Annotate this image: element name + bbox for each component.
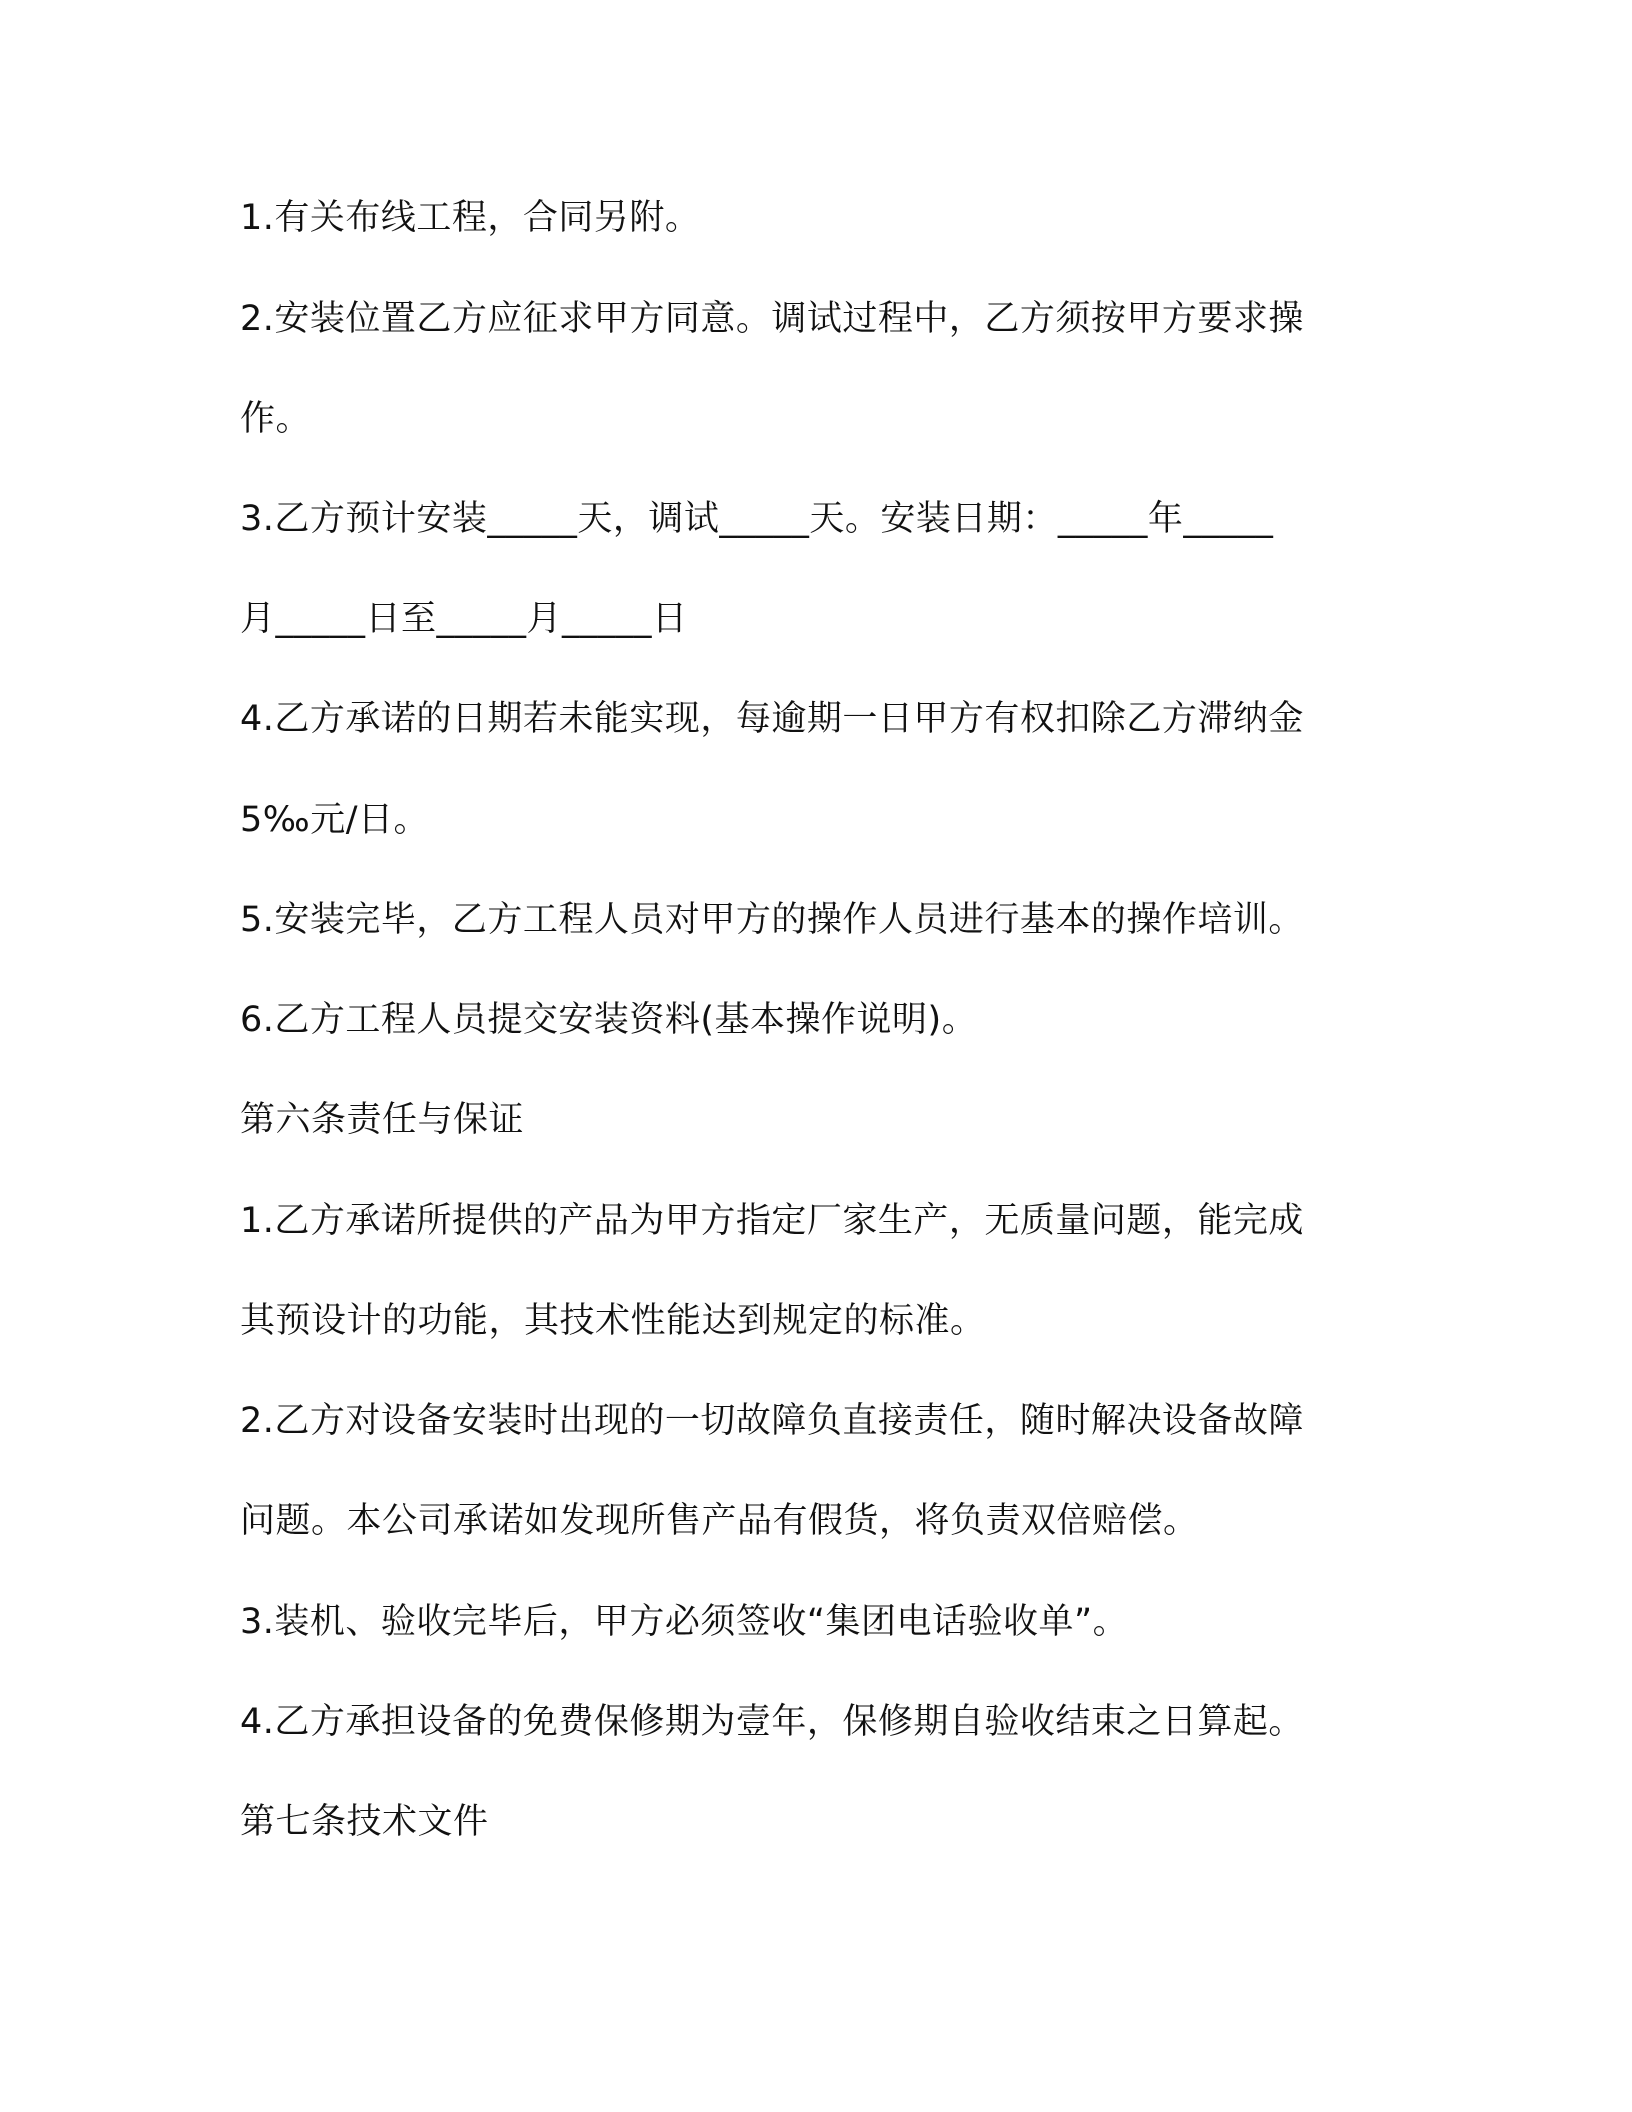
text-line: 1.有关布线工程，合同另附。 (240, 198, 701, 238)
text-line: 其预设计的功能，其技术性能达到规定的标准。 (240, 1301, 986, 1341)
text-line: 3.装机、验收完毕后，甲方必须签收“集团电话验收单”。 (240, 1602, 1129, 1642)
text-line: 4.乙方承诺的日期若未能实现，每逾期一日甲方有权扣除乙方滞纳金 (240, 699, 1304, 739)
text-line: 5‰元/日。 (240, 800, 430, 840)
text-line: 2.乙方对设备安装时出现的一切故障负直接责任，随时解决设备故障 (240, 1401, 1304, 1441)
text-line: 作。 (240, 399, 312, 439)
text-line: 6.乙方工程人员提交安装资料(基本操作说明)。 (240, 1000, 978, 1040)
text-line: 5.安装完毕，乙方工程人员对甲方的操作人员进行基本的操作培训。 (240, 900, 1304, 940)
text-line: 问题。本公司承诺如发现所售产品有假货，将负责双倍赔偿。 (240, 1501, 1199, 1541)
text-line: 1.乙方承诺所提供的产品为甲方指定厂家生产，无质量问题，能完成 (240, 1201, 1304, 1241)
text-line: 2.安装位置乙方应征求甲方同意。调试过程中，乙方须按甲方要求操 (240, 299, 1304, 339)
text-line: 4.乙方承担设备的免费保修期为壹年，保修期自验收结束之日算起。 (240, 1702, 1304, 1742)
text-line: 月_____日至_____月_____日 (240, 599, 688, 639)
section-heading: 第六条责任与保证 (240, 1100, 525, 1140)
text-line: 3.乙方预计安装_____天，调试_____天。安装日期：_____年_____ (240, 499, 1274, 539)
section-heading: 第七条技术文件 (240, 1802, 489, 1842)
